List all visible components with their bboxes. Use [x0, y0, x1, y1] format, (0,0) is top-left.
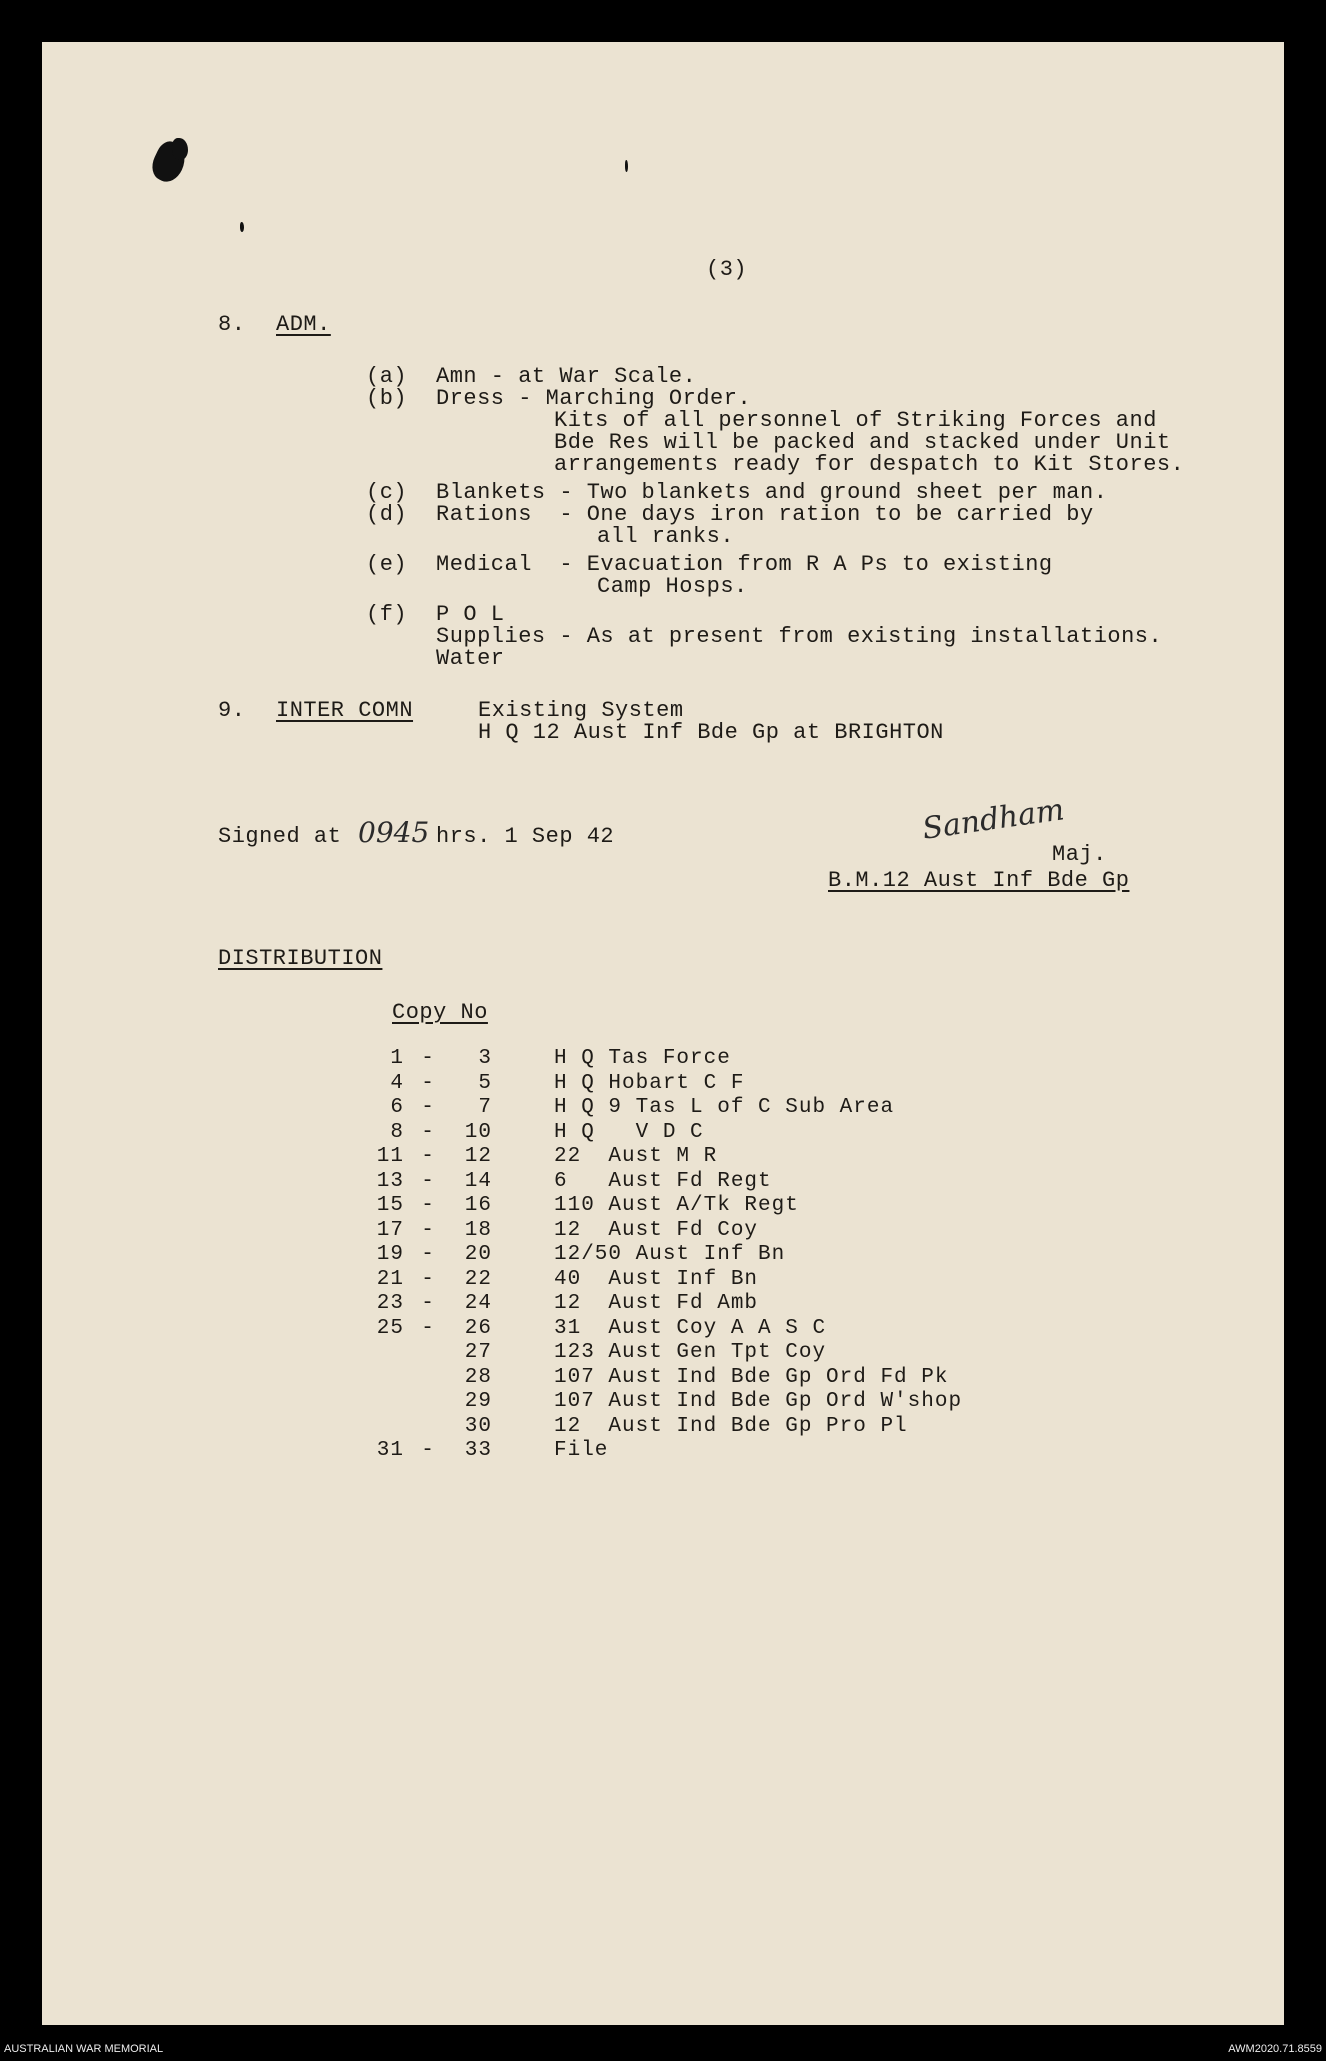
- item-letter: (e): [366, 552, 408, 577]
- copy-dash: -: [421, 1243, 435, 1266]
- item-letter: (d): [366, 502, 408, 527]
- item-text: Amn - at War Scale.: [436, 364, 697, 389]
- item-text: P O L: [436, 602, 505, 627]
- item-letter: (b): [366, 386, 408, 411]
- item-text: Water: [436, 646, 505, 671]
- copy-from: 31: [376, 1439, 404, 1462]
- section-number: 8.: [218, 312, 246, 337]
- copy-to: 18: [464, 1219, 492, 1242]
- copy-from: 1: [390, 1047, 404, 1070]
- item-text: arrangements ready for despatch to Kit Stores.: [554, 452, 1185, 477]
- recipient: 110 Aust A/Tk Regt: [554, 1194, 799, 1217]
- recipient: 107 Aust Ind Bde Gp Ord W'shop: [554, 1390, 963, 1413]
- copy-to: 26: [464, 1317, 492, 1340]
- copy-dash: -: [421, 1194, 435, 1217]
- recipient: H Q V D C: [554, 1121, 704, 1144]
- copy-to: 28: [464, 1366, 492, 1389]
- copy-dash: -: [421, 1096, 435, 1119]
- ink-blot: [172, 138, 188, 160]
- copy-to: 16: [464, 1194, 492, 1217]
- copy-to: 5: [478, 1072, 492, 1095]
- copy-to: 14: [464, 1170, 492, 1193]
- copy-dash: -: [421, 1121, 435, 1144]
- item-text: Kits of all personnel of Striking Forces and: [554, 408, 1157, 433]
- recipient: 40 Aust Inf Bn: [554, 1268, 759, 1291]
- copy-to: 22: [464, 1268, 492, 1291]
- signed-suffix: hrs. 1 Sep 42: [436, 824, 615, 849]
- copy-to: 29: [464, 1390, 492, 1413]
- copy-to: 27: [464, 1341, 492, 1364]
- copy-dash: -: [421, 1439, 435, 1462]
- section-number: 9.: [218, 698, 246, 723]
- copy-from: 23: [376, 1292, 404, 1315]
- copy-from: 4: [390, 1072, 404, 1095]
- inter-comn-line: H Q 12 Aust Inf Bde Gp at BRIGHTON: [478, 720, 944, 745]
- item-text: Rations - One days iron ration to be carried by: [436, 502, 1094, 527]
- copy-from: 15: [376, 1194, 404, 1217]
- copy-to: 20: [464, 1243, 492, 1266]
- inter-comn-line: Existing System: [478, 698, 684, 723]
- item-letter: (f): [366, 602, 408, 627]
- copy-to: 12: [464, 1145, 492, 1168]
- recipient: H Q 9 Tas L of C Sub Area: [554, 1096, 895, 1119]
- recipient: H Q Tas Force: [554, 1047, 731, 1070]
- recipient: 12 Aust Fd Amb: [554, 1292, 759, 1315]
- copy-from: 25: [376, 1317, 404, 1340]
- item-text: Camp Hosps.: [597, 574, 748, 599]
- copy-from: 19: [376, 1243, 404, 1266]
- copy-to: 30: [464, 1415, 492, 1438]
- signature: Sandham: [920, 792, 1067, 847]
- item-text: Medical - Evacuation from R A Ps to existing: [436, 552, 1053, 577]
- copy-from: 8: [390, 1121, 404, 1144]
- item-letter: (c): [366, 480, 408, 505]
- page-number: (3): [706, 257, 748, 282]
- recipient: 107 Aust Ind Bde Gp Ord Fd Pk: [554, 1366, 949, 1389]
- recipient: File: [554, 1439, 609, 1462]
- copy-to: 33: [464, 1439, 492, 1462]
- copy-dash: -: [421, 1170, 435, 1193]
- copy-to: 24: [464, 1292, 492, 1315]
- ink-speck: [240, 222, 244, 232]
- section-title: INTER COMN: [276, 698, 414, 723]
- signatory-rank: Maj.: [1052, 842, 1107, 867]
- copy-dash: -: [421, 1219, 435, 1242]
- item-letter: (a): [366, 364, 408, 389]
- recipient: 6 Aust Fd Regt: [554, 1170, 772, 1193]
- copy-from: 13: [376, 1170, 404, 1193]
- recipient: 31 Aust Coy A A S C: [554, 1317, 827, 1340]
- item-text: Bde Res will be packed and stacked under Unit: [554, 430, 1171, 455]
- copy-dash: -: [421, 1268, 435, 1291]
- item-text: Blankets - Two blankets and ground sheet per man.: [436, 480, 1108, 505]
- recipient: 123 Aust Gen Tpt Coy: [554, 1341, 827, 1364]
- recipient: 22 Aust M R: [554, 1145, 718, 1168]
- signed-prefix: Signed at: [218, 824, 342, 849]
- copy-dash: -: [421, 1292, 435, 1315]
- copy-to: 7: [478, 1096, 492, 1119]
- signed-time: 0945: [358, 816, 430, 849]
- copy-dash: -: [421, 1145, 435, 1168]
- copy-dash: -: [421, 1047, 435, 1070]
- copy-from: 21: [376, 1268, 404, 1291]
- copy-from: 11: [376, 1145, 404, 1168]
- recipient: 12/50 Aust Inf Bn: [554, 1243, 786, 1266]
- item-text: all ranks.: [597, 524, 735, 549]
- recipient: 12 Aust Ind Bde Gp Pro Pl: [554, 1415, 908, 1438]
- copy-from: 17: [376, 1219, 404, 1242]
- copy-to: 10: [464, 1121, 492, 1144]
- ink-speck: [625, 160, 628, 172]
- copy-to: 3: [478, 1047, 492, 1070]
- section-title: ADM.: [276, 312, 331, 337]
- footer-right: AWM2020.71.8559: [1228, 2043, 1322, 2055]
- distribution-heading: DISTRIBUTION: [218, 946, 383, 971]
- item-text: Supplies - As at present from existing installations.: [436, 624, 1163, 649]
- copy-from: 6: [390, 1096, 404, 1119]
- recipient: H Q Hobart C F: [554, 1072, 745, 1095]
- document-page: [42, 42, 1284, 2025]
- footer-left: AUSTRALIAN WAR MEMORIAL: [4, 2043, 164, 2055]
- copy-dash: -: [421, 1317, 435, 1340]
- copy-no-header: Copy No: [392, 1000, 488, 1025]
- item-text: Dress - Marching Order.: [436, 386, 752, 411]
- recipient: 12 Aust Fd Coy: [554, 1219, 759, 1242]
- signatory-title: B.M.12 Aust Inf Bde Gp: [828, 868, 1130, 893]
- copy-dash: -: [421, 1072, 435, 1095]
